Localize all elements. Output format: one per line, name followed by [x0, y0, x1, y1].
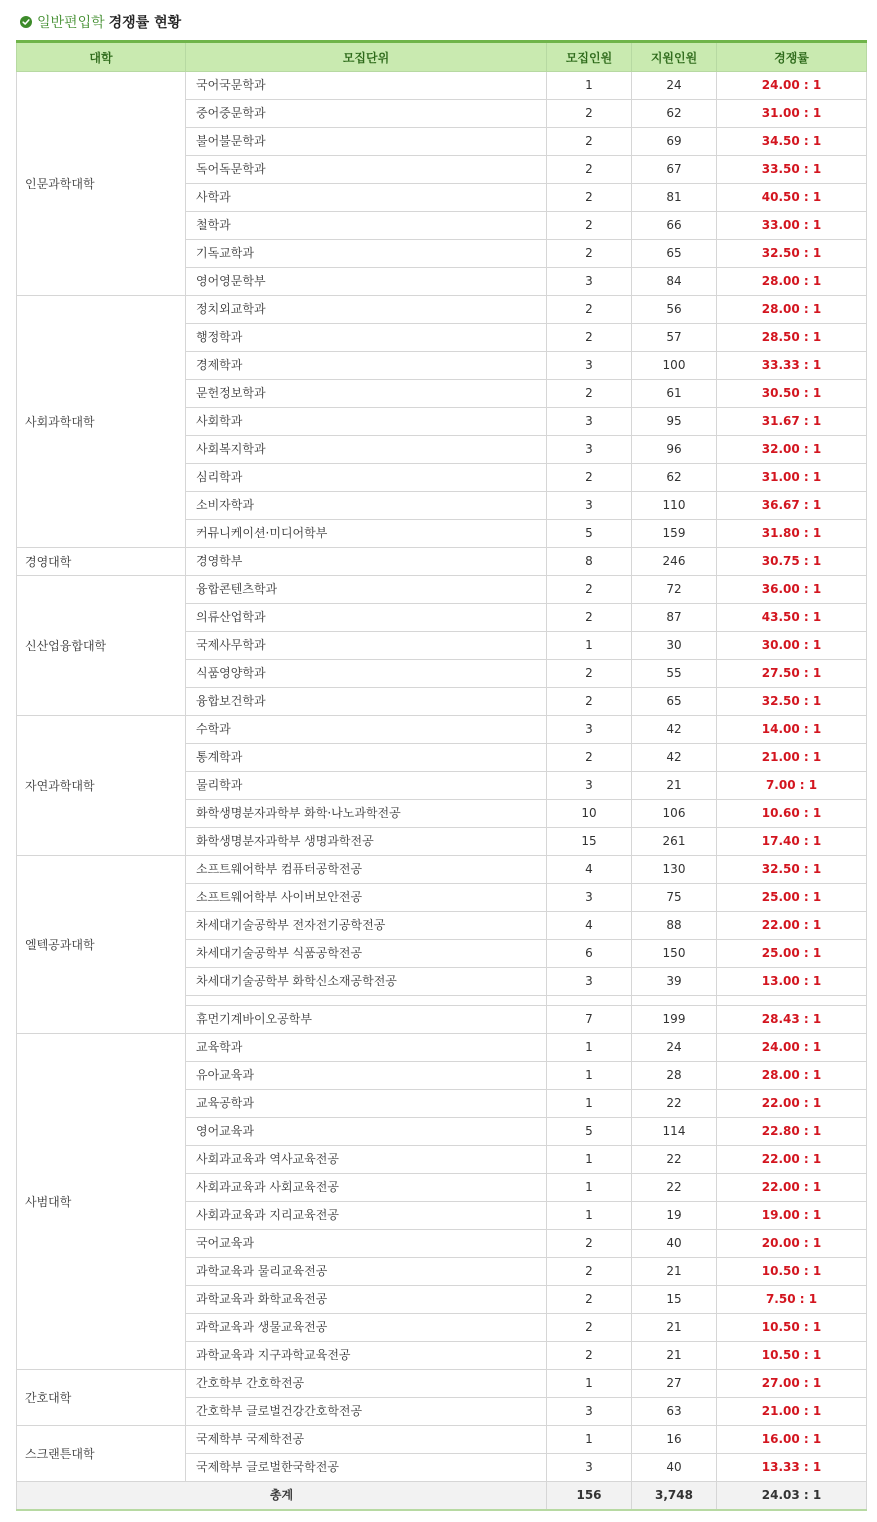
ratio-cell: 40.50 : 1: [717, 184, 867, 212]
ratio-cell: 32.50 : 1: [717, 688, 867, 716]
applicants-cell: 87: [632, 604, 717, 632]
header-quota: 모집인원: [547, 42, 632, 72]
applicants-cell: 39: [632, 968, 717, 996]
applicants-cell: 62: [632, 100, 717, 128]
applicants-cell: 159: [632, 520, 717, 548]
applicants-cell: 81: [632, 184, 717, 212]
unit-cell: 소프트웨어학부 사이버보안전공: [186, 884, 547, 912]
applicants-cell: 84: [632, 268, 717, 296]
quota-cell: 3: [547, 436, 632, 464]
unit-cell: 정치외교학과: [186, 296, 547, 324]
unit-cell: 소비자학과: [186, 492, 547, 520]
applicants-cell: 96: [632, 436, 717, 464]
quota-cell: 2: [547, 100, 632, 128]
quota-cell: 2: [547, 1286, 632, 1314]
applicants-cell: 16: [632, 1426, 717, 1454]
applicants-cell: 15: [632, 1286, 717, 1314]
unit-cell: 물리학과: [186, 772, 547, 800]
quota-cell: 2: [547, 296, 632, 324]
ratio-cell: 22.00 : 1: [717, 1090, 867, 1118]
quota-cell: 2: [547, 660, 632, 688]
college-cell: 인문과학대학: [17, 72, 186, 296]
unit-cell: [186, 996, 547, 1006]
quota-cell: 3: [547, 968, 632, 996]
unit-cell: 사회과교육과 지리교육전공: [186, 1202, 547, 1230]
header-college: 대학: [17, 42, 186, 72]
unit-cell: 영어영문학부: [186, 268, 547, 296]
quota-cell: 2: [547, 184, 632, 212]
competition-rate-table: [16, 40, 867, 1511]
applicants-cell: 65: [632, 688, 717, 716]
unit-cell: 차세대기술공학부 전자전기공학전공: [186, 912, 547, 940]
ratio-cell: 28.50 : 1: [717, 324, 867, 352]
ratio-cell: 27.50 : 1: [717, 660, 867, 688]
unit-cell: 차세대기술공학부 화학신소재공학전공: [186, 968, 547, 996]
unit-cell: 국어국문학과: [186, 72, 547, 100]
unit-cell: 국제사무학과: [186, 632, 547, 660]
applicants-cell: 63: [632, 1398, 717, 1426]
quota-cell: 10: [547, 800, 632, 828]
quota-cell: 7: [547, 1006, 632, 1034]
unit-cell: 통계학과: [186, 744, 547, 772]
applicants-cell: 42: [632, 744, 717, 772]
total-quota: 156: [547, 1482, 632, 1511]
ratio-cell: 13.33 : 1: [717, 1454, 867, 1482]
ratio-cell: 7.50 : 1: [717, 1286, 867, 1314]
ratio-cell: 31.67 : 1: [717, 408, 867, 436]
unit-cell: 사회학과: [186, 408, 547, 436]
quota-cell: 3: [547, 1454, 632, 1482]
ratio-cell: 27.00 : 1: [717, 1370, 867, 1398]
applicants-cell: 21: [632, 1314, 717, 1342]
unit-cell: 사회복지학과: [186, 436, 547, 464]
unit-cell: 융합콘텐츠학과: [186, 576, 547, 604]
table-row: [17, 548, 867, 576]
applicants-cell: 21: [632, 1258, 717, 1286]
quota-cell: 2: [547, 604, 632, 632]
applicants-cell: 21: [632, 772, 717, 800]
ratio-cell: 10.50 : 1: [717, 1314, 867, 1342]
unit-cell: 기독교학과: [186, 240, 547, 268]
ratio-cell: 13.00 : 1: [717, 968, 867, 996]
ratio-cell: 33.00 : 1: [717, 212, 867, 240]
quota-cell: 3: [547, 492, 632, 520]
college-cell: 스크랜튼대학: [17, 1426, 186, 1482]
ratio-cell: 22.00 : 1: [717, 912, 867, 940]
ratio-cell: 30.00 : 1: [717, 632, 867, 660]
unit-cell: 사학과: [186, 184, 547, 212]
applicants-cell: 246: [632, 548, 717, 576]
applicants-cell: 57: [632, 324, 717, 352]
ratio-cell: 32.50 : 1: [717, 856, 867, 884]
quota-cell: 1: [547, 72, 632, 100]
quota-cell: [547, 996, 632, 1006]
ratio-cell: 10.50 : 1: [717, 1258, 867, 1286]
ratio-cell: 31.00 : 1: [717, 100, 867, 128]
table-row: [17, 72, 867, 100]
total-label: 총계: [17, 1482, 547, 1511]
unit-cell: 사회과교육과 사회교육전공: [186, 1174, 547, 1202]
section-title: [20, 12, 181, 32]
applicants-cell: 61: [632, 380, 717, 408]
applicants-cell: 114: [632, 1118, 717, 1146]
applicants-cell: 55: [632, 660, 717, 688]
college-cell: 엘텍공과대학: [17, 856, 186, 1034]
ratio-cell: 22.00 : 1: [717, 1174, 867, 1202]
applicants-cell: 22: [632, 1174, 717, 1202]
applicants-cell: 30: [632, 632, 717, 660]
applicants-cell: 67: [632, 156, 717, 184]
ratio-cell: 28.00 : 1: [717, 1062, 867, 1090]
unit-cell: 화학생명분자과학부 생명과학전공: [186, 828, 547, 856]
applicants-cell: 130: [632, 856, 717, 884]
applicants-cell: 24: [632, 1034, 717, 1062]
unit-cell: 행정학과: [186, 324, 547, 352]
ratio-cell: 20.00 : 1: [717, 1230, 867, 1258]
quota-cell: 5: [547, 1118, 632, 1146]
total-applicants: 3,748: [632, 1482, 717, 1511]
ratio-cell: 31.00 : 1: [717, 464, 867, 492]
applicants-cell: 261: [632, 828, 717, 856]
ratio-cell: 30.50 : 1: [717, 380, 867, 408]
unit-cell: 과학교육과 지구과학교육전공: [186, 1342, 547, 1370]
applicants-cell: 62: [632, 464, 717, 492]
quota-cell: 5: [547, 520, 632, 548]
applicants-cell: 24: [632, 72, 717, 100]
header-applicants: 지원인원: [632, 42, 717, 72]
applicants-cell: 110: [632, 492, 717, 520]
unit-cell: 불어불문학과: [186, 128, 547, 156]
quota-cell: 1: [547, 1174, 632, 1202]
table-row: [17, 296, 867, 324]
table-header-row: [17, 42, 867, 72]
quota-cell: 2: [547, 1314, 632, 1342]
quota-cell: 1: [547, 1146, 632, 1174]
check-circle-icon: [20, 16, 32, 28]
college-cell: 경영대학: [17, 548, 186, 576]
ratio-cell: 31.80 : 1: [717, 520, 867, 548]
ratio-cell: 25.00 : 1: [717, 884, 867, 912]
header-ratio: 경쟁률: [717, 42, 867, 72]
table-row: [17, 1370, 867, 1398]
ratio-cell: 34.50 : 1: [717, 128, 867, 156]
ratio-cell: 21.00 : 1: [717, 1398, 867, 1426]
ratio-cell: 22.00 : 1: [717, 1146, 867, 1174]
unit-cell: 식품영양학과: [186, 660, 547, 688]
applicants-cell: 199: [632, 1006, 717, 1034]
applicants-cell: 42: [632, 716, 717, 744]
unit-cell: 수학과: [186, 716, 547, 744]
quota-cell: 2: [547, 576, 632, 604]
quota-cell: 3: [547, 884, 632, 912]
ratio-cell: 16.00 : 1: [717, 1426, 867, 1454]
unit-cell: 휴먼기계바이오공학부: [186, 1006, 547, 1034]
applicants-cell: 150: [632, 940, 717, 968]
quota-cell: 1: [547, 632, 632, 660]
header-unit: 모집단위: [186, 42, 547, 72]
applicants-cell: 69: [632, 128, 717, 156]
quota-cell: 1: [547, 1370, 632, 1398]
ratio-cell: 30.75 : 1: [717, 548, 867, 576]
ratio-cell: [717, 996, 867, 1006]
ratio-cell: 24.00 : 1: [717, 1034, 867, 1062]
unit-cell: 사회과교육과 역사교육전공: [186, 1146, 547, 1174]
ratio-cell: 17.40 : 1: [717, 828, 867, 856]
ratio-cell: 10.60 : 1: [717, 800, 867, 828]
quota-cell: 2: [547, 324, 632, 352]
ratio-cell: 43.50 : 1: [717, 604, 867, 632]
quota-cell: 15: [547, 828, 632, 856]
applicants-cell: 40: [632, 1230, 717, 1258]
unit-cell: 경영학부: [186, 548, 547, 576]
college-cell: 간호대학: [17, 1370, 186, 1426]
quota-cell: 2: [547, 1258, 632, 1286]
applicants-cell: 88: [632, 912, 717, 940]
total-ratio: 24.03 : 1: [717, 1482, 867, 1511]
applicants-cell: 21: [632, 1342, 717, 1370]
ratio-cell: 28.00 : 1: [717, 268, 867, 296]
ratio-cell: 36.67 : 1: [717, 492, 867, 520]
unit-cell: 교육공학과: [186, 1090, 547, 1118]
applicants-cell: 66: [632, 212, 717, 240]
unit-cell: 독어독문학과: [186, 156, 547, 184]
quota-cell: 3: [547, 772, 632, 800]
quota-cell: 2: [547, 240, 632, 268]
college-cell: 신산업융합대학: [17, 576, 186, 716]
applicants-cell: 56: [632, 296, 717, 324]
applicants-cell: 75: [632, 884, 717, 912]
quota-cell: 1: [547, 1202, 632, 1230]
quota-cell: 1: [547, 1034, 632, 1062]
ratio-cell: 7.00 : 1: [717, 772, 867, 800]
quota-cell: 3: [547, 268, 632, 296]
unit-cell: 과학교육과 화학교육전공: [186, 1286, 547, 1314]
applicants-cell: 65: [632, 240, 717, 268]
table-body: [17, 72, 867, 1482]
unit-cell: 화학생명분자과학부 화학·나노과학전공: [186, 800, 547, 828]
ratio-cell: 19.00 : 1: [717, 1202, 867, 1230]
ratio-cell: 33.50 : 1: [717, 156, 867, 184]
ratio-cell: 28.00 : 1: [717, 296, 867, 324]
unit-cell: 간호학부 간호학전공: [186, 1370, 547, 1398]
unit-cell: 과학교육과 물리교육전공: [186, 1258, 547, 1286]
quota-cell: 1: [547, 1062, 632, 1090]
applicants-cell: 19: [632, 1202, 717, 1230]
quota-cell: 3: [547, 408, 632, 436]
table-row: [17, 716, 867, 744]
quota-cell: 2: [547, 1342, 632, 1370]
unit-cell: 과학교육과 생물교육전공: [186, 1314, 547, 1342]
quota-cell: 2: [547, 156, 632, 184]
college-cell: 사범대학: [17, 1034, 186, 1370]
college-cell: 자연과학대학: [17, 716, 186, 856]
table-row: [17, 856, 867, 884]
unit-cell: 교육학과: [186, 1034, 547, 1062]
applicants-cell: 22: [632, 1090, 717, 1118]
ratio-cell: 25.00 : 1: [717, 940, 867, 968]
quota-cell: 2: [547, 128, 632, 156]
unit-cell: 유아교육과: [186, 1062, 547, 1090]
table-row: [17, 1034, 867, 1062]
section-title-category: 일반편입학: [37, 15, 105, 31]
quota-cell: 3: [547, 352, 632, 380]
unit-cell: 철학과: [186, 212, 547, 240]
applicants-cell: [632, 996, 717, 1006]
quota-cell: 3: [547, 1398, 632, 1426]
quota-cell: 2: [547, 212, 632, 240]
unit-cell: 간호학부 글로벌건강간호학전공: [186, 1398, 547, 1426]
total-row: [17, 1482, 867, 1511]
table-row: [17, 1426, 867, 1454]
ratio-cell: 36.00 : 1: [717, 576, 867, 604]
unit-cell: 중어중문학과: [186, 100, 547, 128]
quota-cell: 1: [547, 1426, 632, 1454]
quota-cell: 2: [547, 1230, 632, 1258]
quota-cell: 1: [547, 1090, 632, 1118]
ratio-cell: 33.33 : 1: [717, 352, 867, 380]
applicants-cell: 27: [632, 1370, 717, 1398]
quota-cell: 2: [547, 688, 632, 716]
unit-cell: 영어교육과: [186, 1118, 547, 1146]
applicants-cell: 28: [632, 1062, 717, 1090]
table-row: [17, 576, 867, 604]
ratio-cell: 32.00 : 1: [717, 436, 867, 464]
ratio-cell: 24.00 : 1: [717, 72, 867, 100]
unit-cell: 융합보건학과: [186, 688, 547, 716]
unit-cell: 차세대기술공학부 식품공학전공: [186, 940, 547, 968]
quota-cell: 2: [547, 744, 632, 772]
unit-cell: 문헌정보학과: [186, 380, 547, 408]
ratio-cell: 14.00 : 1: [717, 716, 867, 744]
unit-cell: 심리학과: [186, 464, 547, 492]
ratio-cell: 32.50 : 1: [717, 240, 867, 268]
ratio-cell: 21.00 : 1: [717, 744, 867, 772]
unit-cell: 의류산업학과: [186, 604, 547, 632]
quota-cell: 2: [547, 464, 632, 492]
unit-cell: 국제학부 국제학전공: [186, 1426, 547, 1454]
unit-cell: 커뮤니케이션·미디어학부: [186, 520, 547, 548]
applicants-cell: 40: [632, 1454, 717, 1482]
ratio-cell: 10.50 : 1: [717, 1342, 867, 1370]
quota-cell: 4: [547, 912, 632, 940]
applicants-cell: 72: [632, 576, 717, 604]
quota-cell: 6: [547, 940, 632, 968]
applicants-cell: 95: [632, 408, 717, 436]
section-title-text: 경쟁률 현황: [108, 15, 182, 31]
ratio-cell: 28.43 : 1: [717, 1006, 867, 1034]
applicants-cell: 22: [632, 1146, 717, 1174]
applicants-cell: 106: [632, 800, 717, 828]
quota-cell: 3: [547, 716, 632, 744]
applicants-cell: 100: [632, 352, 717, 380]
quota-cell: 4: [547, 856, 632, 884]
unit-cell: 경제학과: [186, 352, 547, 380]
college-cell: 사회과학대학: [17, 296, 186, 548]
ratio-cell: 22.80 : 1: [717, 1118, 867, 1146]
unit-cell: 국어교육과: [186, 1230, 547, 1258]
quota-cell: 8: [547, 548, 632, 576]
quota-cell: 2: [547, 380, 632, 408]
unit-cell: 국제학부 글로벌한국학전공: [186, 1454, 547, 1482]
unit-cell: 소프트웨어학부 컴퓨터공학전공: [186, 856, 547, 884]
